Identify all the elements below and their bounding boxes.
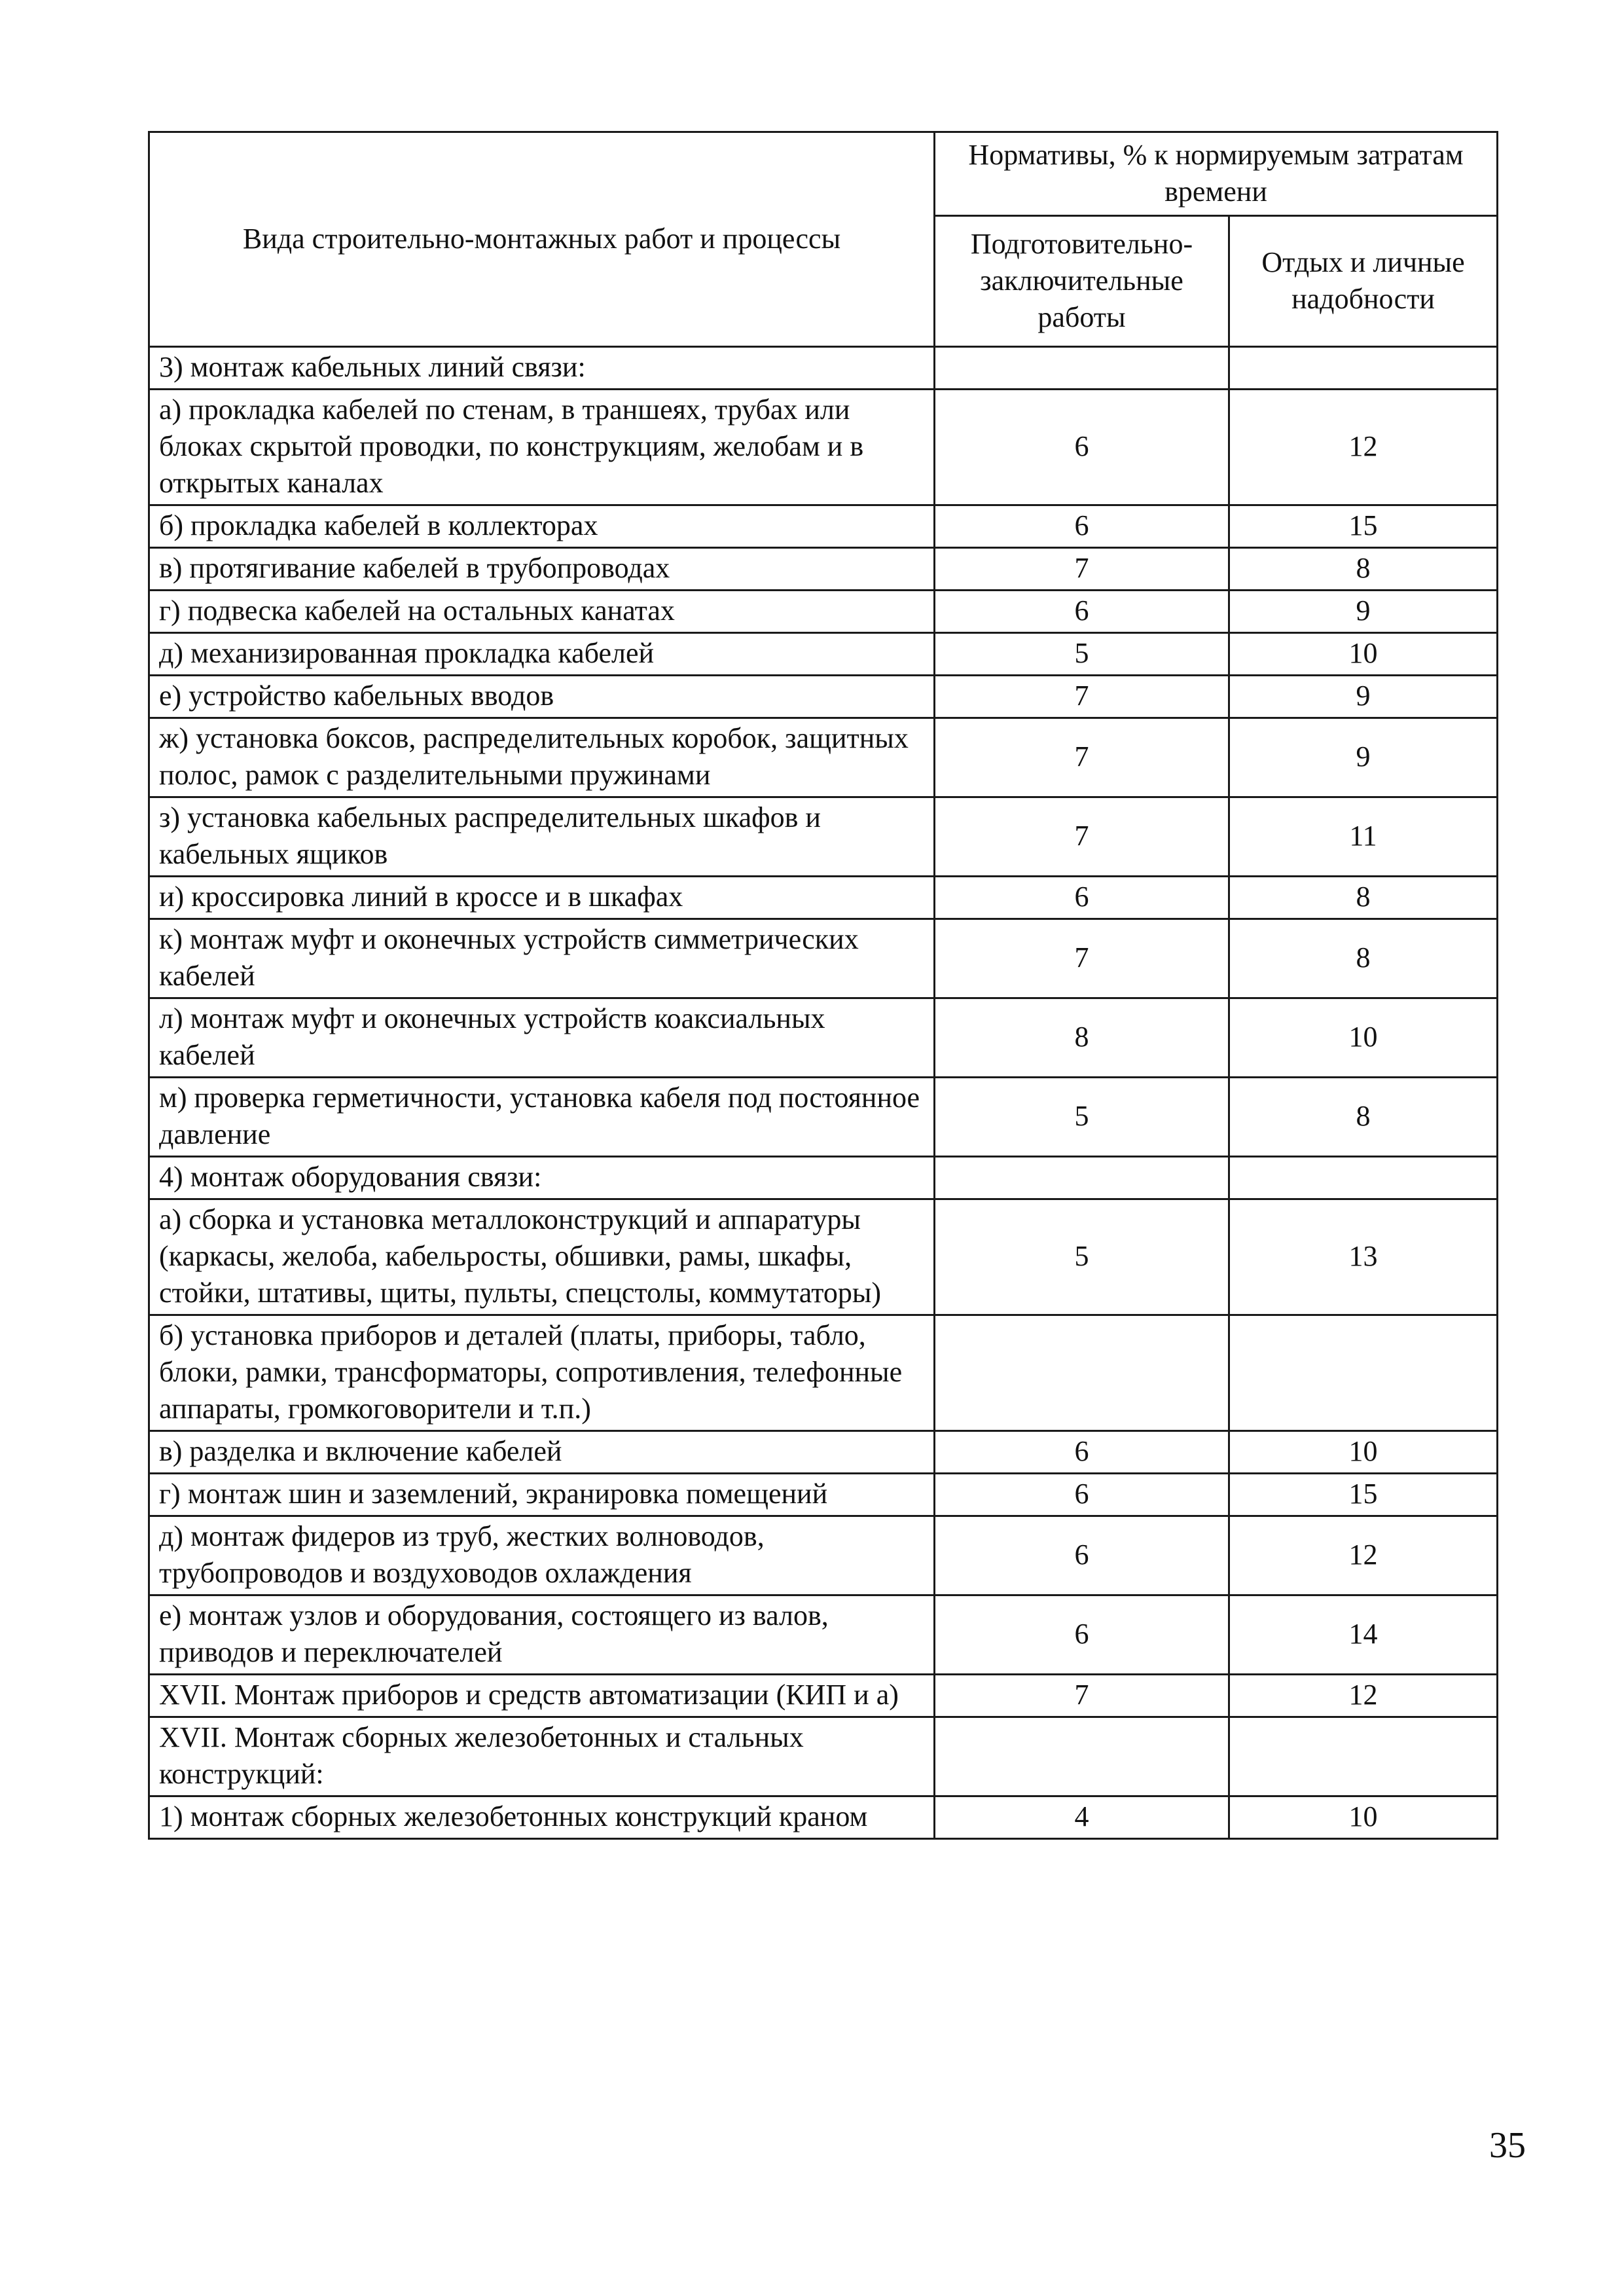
row-work-name: е) устройство кабельных вводов [149,676,935,718]
header-preparatory: Подготовительно-заключительные работы [935,216,1229,347]
table-row [149,1157,1498,1199]
table-row [149,1796,1498,1839]
row-work-name: 3) монтаж кабельных линий связи: [149,347,935,390]
table-row [149,591,1498,633]
row-preparatory-value: 6 [935,591,1229,633]
row-rest-value: 8 [1229,1078,1498,1157]
row-preparatory-value: 7 [935,548,1229,591]
row-preparatory-value: 5 [935,1199,1229,1315]
row-work-name: 4) монтаж оборудования связи: [149,1157,935,1199]
table-row [149,877,1498,919]
table-row [149,1078,1498,1157]
row-rest-value: 9 [1229,591,1498,633]
row-preparatory-value: 6 [935,877,1229,919]
row-preparatory-value: 7 [935,1675,1229,1717]
row-work-name: в) протягивание кабелей в трубопроводах [149,548,935,591]
row-preparatory-value [935,347,1229,390]
row-work-name: д) монтаж фидеров из труб, жестких волноводов, трубопроводов и воздуховодов охлаждения [149,1516,935,1595]
header-norms-group: Нормативы, % к нормируемым затратам времени [935,132,1498,216]
row-work-name: к) монтаж муфт и оконечных устройств симметрических кабелей [149,919,935,998]
row-work-name: в) разделка и включение кабелей [149,1431,935,1474]
row-rest-value: 15 [1229,1474,1498,1516]
table-row [149,998,1498,1078]
row-work-name: л) монтаж муфт и оконечных устройств коаксиальных кабелей [149,998,935,1078]
row-work-name: д) механизированная прокладка кабелей [149,633,935,676]
table-row [149,919,1498,998]
row-work-name: XVII. Монтаж сборных железобетонных и стальных конструкций: [149,1717,935,1796]
row-rest-value: 9 [1229,718,1498,797]
row-work-name: 1) монтаж сборных железобетонных конструкций краном [149,1796,935,1839]
row-rest-value [1229,1315,1498,1431]
row-preparatory-value: 7 [935,676,1229,718]
row-work-name: а) прокладка кабелей по стенам, в траншеях, трубах или блоках скрытой проводки, по конструкциям, желобам и в открытых каналах [149,390,935,505]
row-rest-value [1229,1717,1498,1796]
row-work-name: ж) установка боксов, распределительных коробок, защитных полос, рамок с разделительными пружинами [149,718,935,797]
row-work-name: б) установка приборов и деталей (платы, приборы, табло, блоки, рамки, трансформаторы, сопротивления, телефонные аппараты, громкоговорители и т.п.) [149,1315,935,1431]
table-row [149,1474,1498,1516]
row-rest-value: 14 [1229,1595,1498,1675]
row-rest-value: 8 [1229,919,1498,998]
row-rest-value: 10 [1229,1796,1498,1839]
table-body [149,347,1498,1839]
row-rest-value: 12 [1229,390,1498,505]
row-preparatory-value: 5 [935,633,1229,676]
row-preparatory-value: 6 [935,1516,1229,1595]
table-row [149,797,1498,877]
row-work-name: з) установка кабельных распределительных шкафов и кабельных ящиков [149,797,935,877]
table-row [149,718,1498,797]
table-row [149,1717,1498,1796]
table-row [149,548,1498,591]
row-work-name: и) кроссировка линий в кроссе и в шкафах [149,877,935,919]
norms-table [148,131,1498,1840]
table-row [149,676,1498,718]
row-work-name: е) монтаж узлов и оборудования, состоящего из валов, приводов и переключателей [149,1595,935,1675]
table-row [149,1595,1498,1675]
row-work-name: б) прокладка кабелей в коллекторах [149,505,935,548]
row-rest-value: 8 [1229,877,1498,919]
row-work-name: м) проверка герметичности, установка кабеля под постоянное давление [149,1078,935,1157]
row-rest-value: 8 [1229,548,1498,591]
row-rest-value: 11 [1229,797,1498,877]
table-row [149,1315,1498,1431]
row-preparatory-value: 7 [935,797,1229,877]
row-preparatory-value: 6 [935,1474,1229,1516]
row-rest-value: 9 [1229,676,1498,718]
row-rest-value: 10 [1229,998,1498,1078]
table-row [149,633,1498,676]
table-row [149,1516,1498,1595]
table-row [149,1675,1498,1717]
row-work-name: XVII. Монтаж приборов и средств автоматизации (КИП и а) [149,1675,935,1717]
row-preparatory-value: 4 [935,1796,1229,1839]
table-row [149,1431,1498,1474]
row-preparatory-value: 6 [935,1595,1229,1675]
row-preparatory-value: 6 [935,505,1229,548]
table-row [149,390,1498,505]
row-preparatory-value: 6 [935,390,1229,505]
header-work-type: Вида строительно-монтажных работ и процессы [149,132,935,347]
row-preparatory-value: 7 [935,919,1229,998]
row-rest-value: 10 [1229,633,1498,676]
row-preparatory-value: 5 [935,1078,1229,1157]
row-rest-value [1229,1157,1498,1199]
table-row [149,347,1498,390]
header-rest: Отдых и личные надобности [1229,216,1498,347]
table-row [149,505,1498,548]
table-row [149,1199,1498,1315]
row-preparatory-value: 6 [935,1431,1229,1474]
row-rest-value: 13 [1229,1199,1498,1315]
row-rest-value: 12 [1229,1675,1498,1717]
row-preparatory-value [935,1717,1229,1796]
row-work-name: г) монтаж шин и заземлений, экранировка помещений [149,1474,935,1516]
row-preparatory-value: 7 [935,718,1229,797]
row-preparatory-value: 8 [935,998,1229,1078]
row-rest-value: 10 [1229,1431,1498,1474]
row-work-name: г) подвеска кабелей на остальных канатах [149,591,935,633]
row-rest-value: 15 [1229,505,1498,548]
row-rest-value [1229,347,1498,390]
row-work-name: а) сборка и установка металлоконструкций и аппаратуры (каркасы, желоба, кабельросты, обшивки, рамы, шкафы, стойки, штативы, щиты, пульты, спецстолы, коммутаторы) [149,1199,935,1315]
row-preparatory-value [935,1157,1229,1199]
row-rest-value: 12 [1229,1516,1498,1595]
row-preparatory-value [935,1315,1229,1431]
page-number: 35 [1489,2125,1526,2166]
